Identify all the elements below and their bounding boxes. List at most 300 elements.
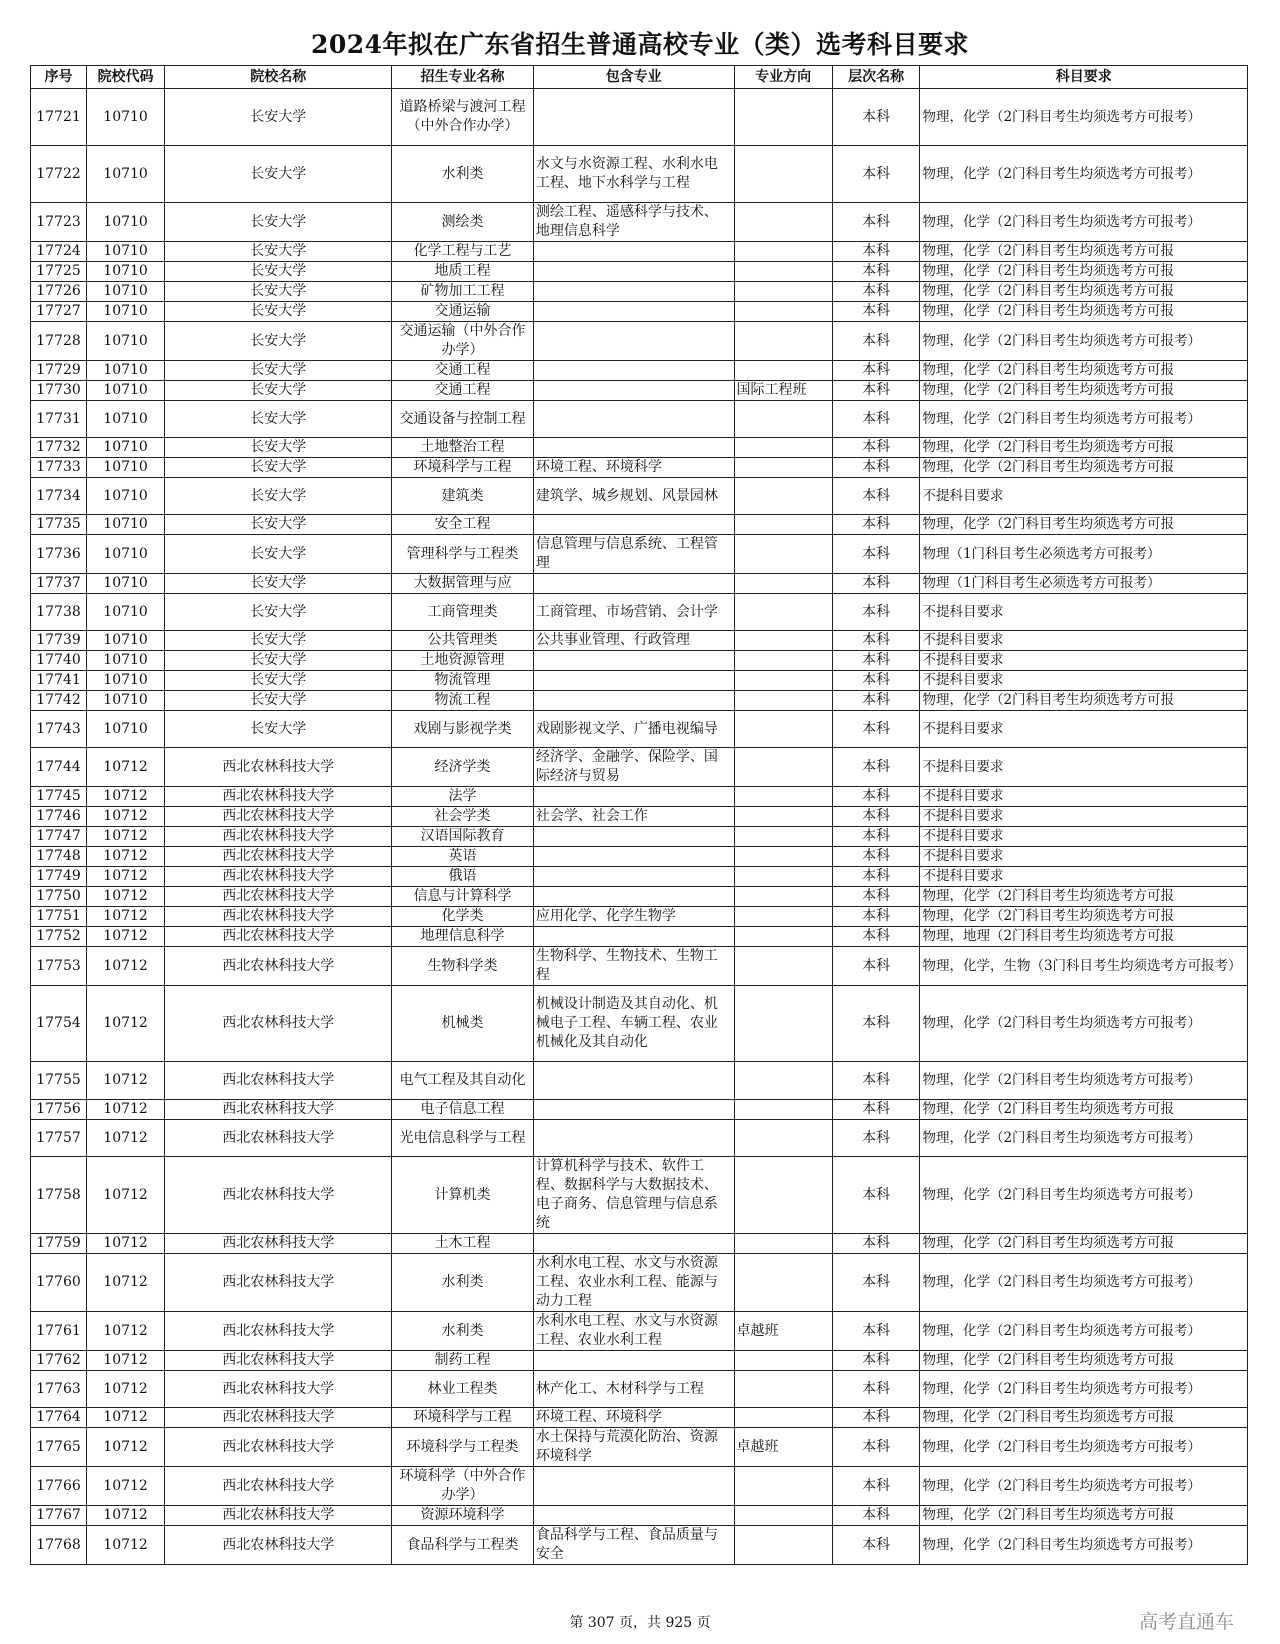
cell-seq: 17745 — [31, 787, 87, 807]
cell-major-name: 电气工程及其自动化 — [392, 1062, 534, 1100]
cell-school-name: 西北农林科技大学 — [165, 1254, 392, 1312]
cell-included-majors: 环境工程、环境科学 — [533, 1408, 734, 1428]
cell-school-code: 10712 — [86, 1312, 164, 1351]
header-school-name: 院校名称 — [165, 66, 392, 89]
cell-subject-requirement: 物理，化学（2门科目考生均须选考方可报 — [920, 1351, 1248, 1371]
table-row — [31, 242, 1248, 262]
cell-included-majors: 水文与水资源工程、水利水电工程、地下水科学与工程 — [533, 146, 734, 203]
cell-school-name: 西北农林科技大学 — [165, 907, 392, 927]
header-major-name: 招生专业名称 — [392, 66, 534, 89]
cell-seq: 17727 — [31, 302, 87, 322]
cell-subject-requirement: 物理，化学（2门科目考生均须选考方可报考） — [920, 401, 1248, 438]
cell-direction — [734, 711, 832, 748]
table-row — [31, 671, 1248, 691]
cell-school-code: 10712 — [86, 787, 164, 807]
cell-subject-requirement: 物理，化学（2门科目考生均须选考方可报考） — [920, 89, 1248, 146]
cell-direction — [734, 535, 832, 574]
cell-included-majors — [533, 282, 734, 302]
table-row — [31, 651, 1248, 671]
cell-included-majors — [533, 242, 734, 262]
cell-seq: 17757 — [31, 1120, 87, 1157]
cell-seq: 17722 — [31, 146, 87, 203]
cell-level: 本科 — [832, 478, 920, 515]
cell-school-code: 10712 — [86, 1506, 164, 1526]
cell-direction — [734, 1506, 832, 1526]
table-row — [31, 515, 1248, 535]
table-row — [31, 691, 1248, 711]
cell-subject-requirement: 不提科目要求 — [920, 807, 1248, 827]
cell-school-name: 长安大学 — [165, 89, 392, 146]
cell-school-name: 西北农林科技大学 — [165, 887, 392, 907]
table-row — [31, 907, 1248, 927]
cell-school-name: 长安大学 — [165, 651, 392, 671]
cell-included-majors: 食品科学与工程、食品质量与安全 — [533, 1526, 734, 1565]
table-row — [31, 887, 1248, 907]
cell-major-name: 交通设备与控制工程 — [392, 401, 534, 438]
cell-included-majors: 经济学、金融学、保险学、国际经济与贸易 — [533, 748, 734, 787]
cell-school-name: 长安大学 — [165, 146, 392, 203]
cell-level: 本科 — [832, 927, 920, 947]
cell-major-name: 交通运输 — [392, 302, 534, 322]
cell-subject-requirement: 物理（1门科目考生必须选考方可报考） — [920, 574, 1248, 594]
cell-direction — [734, 1062, 832, 1100]
cell-direction: 卓越班 — [734, 1428, 832, 1467]
cell-level: 本科 — [832, 458, 920, 478]
table-row — [31, 535, 1248, 574]
cell-school-code: 10710 — [86, 89, 164, 146]
cell-subject-requirement: 不提科目要求 — [920, 594, 1248, 631]
cell-major-name: 公共管理类 — [392, 631, 534, 651]
cell-school-name: 西北农林科技大学 — [165, 1062, 392, 1100]
cell-included-majors: 环境工程、环境科学 — [533, 458, 734, 478]
cell-level: 本科 — [832, 381, 920, 401]
cell-seq: 17731 — [31, 401, 87, 438]
cell-major-name: 物流管理 — [392, 671, 534, 691]
cell-major-name: 测绘类 — [392, 203, 534, 242]
header-direction: 专业方向 — [734, 66, 832, 89]
cell-included-majors — [533, 847, 734, 867]
table-row — [31, 927, 1248, 947]
cell-school-name: 西北农林科技大学 — [165, 1428, 392, 1467]
cell-school-code: 10712 — [86, 847, 164, 867]
watermark-text: 高考直通车 — [1138, 1611, 1234, 1633]
cell-school-name: 长安大学 — [165, 262, 392, 282]
table-row — [31, 203, 1248, 242]
cell-direction — [734, 438, 832, 458]
table-row — [31, 807, 1248, 827]
cell-level: 本科 — [832, 807, 920, 827]
cell-subject-requirement: 不提科目要求 — [920, 827, 1248, 847]
table-row — [31, 748, 1248, 787]
cell-seq: 17756 — [31, 1100, 87, 1120]
cell-included-majors — [533, 1234, 734, 1254]
cell-seq: 17740 — [31, 651, 87, 671]
cell-seq: 17726 — [31, 282, 87, 302]
table-row — [31, 1100, 1248, 1120]
cell-level: 本科 — [832, 1408, 920, 1428]
cell-direction — [734, 671, 832, 691]
cell-direction — [734, 302, 832, 322]
cell-included-majors: 生物科学、生物技术、生物工程 — [533, 947, 734, 986]
cell-school-name: 西北农林科技大学 — [165, 1371, 392, 1408]
cell-seq: 17730 — [31, 381, 87, 401]
cell-subject-requirement: 物理，化学（2门科目考生均须选考方可报 — [920, 691, 1248, 711]
cell-school-code: 10712 — [86, 1234, 164, 1254]
cell-seq: 17735 — [31, 515, 87, 535]
cell-school-name: 长安大学 — [165, 535, 392, 574]
cell-subject-requirement: 不提科目要求 — [920, 651, 1248, 671]
table-row — [31, 1351, 1248, 1371]
cell-subject-requirement: 物理，化学（2门科目考生均须选考方可报考） — [920, 322, 1248, 361]
cell-level: 本科 — [832, 203, 920, 242]
cell-school-code: 10710 — [86, 322, 164, 361]
cell-included-majors: 测绘工程、遥感科学与技术、地理信息科学 — [533, 203, 734, 242]
cell-major-name: 戏剧与影视学类 — [392, 711, 534, 748]
cell-direction — [734, 282, 832, 302]
cell-school-code: 10712 — [86, 887, 164, 907]
cell-included-majors — [533, 89, 734, 146]
cell-school-name: 西北农林科技大学 — [165, 1234, 392, 1254]
cell-seq: 17759 — [31, 1234, 87, 1254]
cell-school-code: 10712 — [86, 1254, 164, 1312]
cell-included-majors — [533, 787, 734, 807]
cell-seq: 17738 — [31, 594, 87, 631]
cell-major-name: 化学类 — [392, 907, 534, 927]
cell-direction — [734, 847, 832, 867]
cell-level: 本科 — [832, 651, 920, 671]
cell-seq: 17762 — [31, 1351, 87, 1371]
cell-subject-requirement: 物理，化学（2门科目考生均须选考方可报考） — [920, 1428, 1248, 1467]
cell-major-name: 土地整治工程 — [392, 438, 534, 458]
cell-level: 本科 — [832, 1254, 920, 1312]
cell-seq: 17767 — [31, 1506, 87, 1526]
cell-seq: 17750 — [31, 887, 87, 907]
cell-major-name: 建筑类 — [392, 478, 534, 515]
cell-level: 本科 — [832, 1157, 920, 1234]
cell-direction — [734, 1408, 832, 1428]
cell-subject-requirement: 物理，化学（2门科目考生均须选考方可报考） — [920, 1371, 1248, 1408]
cell-level: 本科 — [832, 401, 920, 438]
cell-seq: 17764 — [31, 1408, 87, 1428]
cell-major-name: 地质工程 — [392, 262, 534, 282]
cell-level: 本科 — [832, 907, 920, 927]
cell-school-code: 10712 — [86, 1100, 164, 1120]
cell-level: 本科 — [832, 322, 920, 361]
cell-major-name: 英语 — [392, 847, 534, 867]
cell-school-code: 10712 — [86, 867, 164, 887]
cell-direction — [734, 515, 832, 535]
cell-subject-requirement: 不提科目要求 — [920, 671, 1248, 691]
cell-school-code: 10712 — [86, 1408, 164, 1428]
cell-direction — [734, 594, 832, 631]
table-row — [31, 1506, 1248, 1526]
cell-subject-requirement: 物理，化学（2门科目考生均须选考方可报 — [920, 262, 1248, 282]
cell-subject-requirement: 物理，化学（2门科目考生均须选考方可报 — [920, 381, 1248, 401]
page-number: 第 307 页，共 925 页 — [569, 1615, 711, 1631]
cell-direction — [734, 322, 832, 361]
cell-school-code: 10710 — [86, 302, 164, 322]
cell-level: 本科 — [832, 535, 920, 574]
cell-major-name: 机械类 — [392, 986, 534, 1062]
cell-level: 本科 — [832, 631, 920, 651]
cell-school-name: 长安大学 — [165, 361, 392, 381]
cell-direction — [734, 1157, 832, 1234]
table-row — [31, 458, 1248, 478]
cell-subject-requirement: 物理，化学（2门科目考生均须选考方可报 — [920, 361, 1248, 381]
cell-level: 本科 — [832, 302, 920, 322]
cell-major-name: 水利类 — [392, 1312, 534, 1351]
cell-major-name: 生物科学类 — [392, 947, 534, 986]
cell-major-name: 化学工程与工艺 — [392, 242, 534, 262]
cell-major-name: 地理信息科学 — [392, 927, 534, 947]
table-row — [31, 381, 1248, 401]
cell-direction — [734, 1526, 832, 1565]
cell-level: 本科 — [832, 1506, 920, 1526]
cell-school-code: 10712 — [86, 1526, 164, 1565]
cell-major-name: 交通运输（中外合作办学） — [392, 322, 534, 361]
cell-major-name: 资源环境科学 — [392, 1506, 534, 1526]
cell-subject-requirement: 不提科目要求 — [920, 847, 1248, 867]
cell-school-name: 西北农林科技大学 — [165, 847, 392, 867]
cell-direction — [734, 242, 832, 262]
cell-school-name: 西北农林科技大学 — [165, 787, 392, 807]
cell-seq: 17747 — [31, 827, 87, 847]
cell-seq: 17728 — [31, 322, 87, 361]
cell-seq: 17768 — [31, 1526, 87, 1565]
cell-level: 本科 — [832, 847, 920, 867]
cell-seq: 17744 — [31, 748, 87, 787]
cell-level: 本科 — [832, 1234, 920, 1254]
cell-school-code: 10710 — [86, 478, 164, 515]
cell-direction — [734, 907, 832, 927]
cell-school-name: 西北农林科技大学 — [165, 1408, 392, 1428]
table-row — [31, 1234, 1248, 1254]
cell-level: 本科 — [832, 986, 920, 1062]
table-row — [31, 574, 1248, 594]
cell-school-name: 西北农林科技大学 — [165, 1467, 392, 1506]
cell-direction — [734, 1351, 832, 1371]
cell-direction — [734, 867, 832, 887]
page-title: 2024年拟在广东省招生普通高校专业（类）选考科目要求 — [310, 30, 970, 59]
cell-included-majors — [533, 887, 734, 907]
table-row — [31, 1157, 1248, 1234]
cell-subject-requirement: 物理，化学（2门科目考生均须选考方可报考） — [920, 1526, 1248, 1565]
cell-school-name: 长安大学 — [165, 302, 392, 322]
table-row — [31, 986, 1248, 1062]
cell-major-name: 水利类 — [392, 1254, 534, 1312]
cell-seq: 17737 — [31, 574, 87, 594]
cell-subject-requirement: 不提科目要求 — [920, 867, 1248, 887]
cell-included-majors — [533, 381, 734, 401]
cell-school-name: 长安大学 — [165, 203, 392, 242]
cell-seq: 17763 — [31, 1371, 87, 1408]
table-header-row — [31, 66, 1248, 89]
cell-level: 本科 — [832, 1428, 920, 1467]
cell-seq: 17736 — [31, 535, 87, 574]
cell-direction — [734, 748, 832, 787]
cell-direction — [734, 651, 832, 671]
cell-school-code: 10710 — [86, 282, 164, 302]
cell-subject-requirement: 物理，化学（2门科目考生均须选考方可报考） — [920, 1312, 1248, 1351]
cell-school-name: 西北农林科技大学 — [165, 986, 392, 1062]
cell-school-name: 长安大学 — [165, 282, 392, 302]
table-row — [31, 322, 1248, 361]
cell-school-code: 10710 — [86, 691, 164, 711]
cell-major-name: 管理科学与工程类 — [392, 535, 534, 574]
cell-school-code: 10710 — [86, 381, 164, 401]
cell-seq: 17766 — [31, 1467, 87, 1506]
cell-major-name: 电子信息工程 — [392, 1100, 534, 1120]
cell-included-majors: 林产化工、木材科学与工程 — [533, 1371, 734, 1408]
cell-school-name: 长安大学 — [165, 458, 392, 478]
cell-direction — [734, 401, 832, 438]
cell-included-majors — [533, 1100, 734, 1120]
cell-seq: 17721 — [31, 89, 87, 146]
cell-school-name: 长安大学 — [165, 322, 392, 361]
header-subject-requirement: 科目要求 — [920, 66, 1248, 89]
cell-direction — [734, 947, 832, 986]
cell-school-name: 长安大学 — [165, 691, 392, 711]
cell-included-majors: 水利水电工程、水文与水资源工程、农业水利工程、能源与动力工程 — [533, 1254, 734, 1312]
cell-subject-requirement: 物理，化学（2门科目考生均须选考方可报 — [920, 242, 1248, 262]
cell-school-code: 10712 — [86, 1062, 164, 1100]
cell-school-code: 10712 — [86, 986, 164, 1062]
cell-seq: 17725 — [31, 262, 87, 282]
cell-level: 本科 — [832, 594, 920, 631]
cell-school-name: 长安大学 — [165, 242, 392, 262]
cell-included-majors — [533, 1467, 734, 1506]
cell-included-majors — [533, 302, 734, 322]
cell-level: 本科 — [832, 867, 920, 887]
cell-level: 本科 — [832, 671, 920, 691]
table-row — [31, 594, 1248, 631]
cell-level: 本科 — [832, 1100, 920, 1120]
cell-seq: 17751 — [31, 907, 87, 927]
cell-major-name: 土地资源管理 — [392, 651, 534, 671]
cell-major-name: 工商管理类 — [392, 594, 534, 631]
cell-major-name: 制药工程 — [392, 1351, 534, 1371]
cell-school-name: 西北农林科技大学 — [165, 867, 392, 887]
requirements-table — [30, 65, 1248, 1565]
cell-subject-requirement: 不提科目要求 — [920, 748, 1248, 787]
cell-included-majors — [533, 651, 734, 671]
cell-included-majors — [533, 927, 734, 947]
table-row — [31, 711, 1248, 748]
cell-level: 本科 — [832, 1062, 920, 1100]
cell-level: 本科 — [832, 361, 920, 381]
cell-included-majors — [533, 361, 734, 381]
cell-school-name: 西北农林科技大学 — [165, 1351, 392, 1371]
cell-school-code: 10712 — [86, 748, 164, 787]
table-row — [31, 1062, 1248, 1100]
cell-direction — [734, 89, 832, 146]
cell-included-majors: 建筑学、城乡规划、风景园林 — [533, 478, 734, 515]
cell-subject-requirement: 物理，化学（2门科目考生均须选考方可报 — [920, 1506, 1248, 1526]
cell-direction — [734, 927, 832, 947]
cell-direction — [734, 1234, 832, 1254]
cell-subject-requirement: 物理，化学（2门科目考生均须选考方可报 — [920, 282, 1248, 302]
table-row — [31, 478, 1248, 515]
cell-school-code: 10710 — [86, 361, 164, 381]
cell-school-code: 10712 — [86, 1371, 164, 1408]
cell-direction — [734, 787, 832, 807]
cell-school-code: 10712 — [86, 827, 164, 847]
cell-seq: 17760 — [31, 1254, 87, 1312]
cell-subject-requirement: 物理，化学（2门科目考生均须选考方可报考） — [920, 1254, 1248, 1312]
cell-subject-requirement: 物理，化学（2门科目考生均须选考方可报 — [920, 458, 1248, 478]
cell-direction — [734, 1100, 832, 1120]
cell-school-name: 西北农林科技大学 — [165, 827, 392, 847]
cell-school-code: 10710 — [86, 594, 164, 631]
cell-direction — [734, 361, 832, 381]
cell-included-majors — [533, 438, 734, 458]
cell-seq: 17753 — [31, 947, 87, 986]
cell-included-majors — [533, 827, 734, 847]
cell-included-majors — [533, 1506, 734, 1526]
cell-major-name: 林业工程类 — [392, 1371, 534, 1408]
cell-seq: 17748 — [31, 847, 87, 867]
cell-school-name: 长安大学 — [165, 515, 392, 535]
cell-seq: 17755 — [31, 1062, 87, 1100]
cell-direction — [734, 574, 832, 594]
cell-included-majors — [533, 1351, 734, 1371]
cell-included-majors — [533, 1120, 734, 1157]
table-row — [31, 146, 1248, 203]
cell-seq: 17723 — [31, 203, 87, 242]
cell-level: 本科 — [832, 947, 920, 986]
cell-direction — [734, 807, 832, 827]
cell-direction — [734, 887, 832, 907]
cell-subject-requirement: 物理，地理（2门科目考生均须选考方可报 — [920, 927, 1248, 947]
cell-school-name: 西北农林科技大学 — [165, 947, 392, 986]
cell-major-name: 食品科学与工程类 — [392, 1526, 534, 1565]
cell-school-code: 10712 — [86, 1351, 164, 1371]
cell-school-name: 西北农林科技大学 — [165, 807, 392, 827]
cell-direction: 国际工程班 — [734, 381, 832, 401]
cell-school-name: 西北农林科技大学 — [165, 1526, 392, 1565]
cell-direction — [734, 691, 832, 711]
cell-subject-requirement: 物理，化学（2门科目考生均须选考方可报考） — [920, 146, 1248, 203]
cell-direction — [734, 631, 832, 651]
cell-included-majors: 应用化学、化学生物学 — [533, 907, 734, 927]
cell-direction — [734, 146, 832, 203]
cell-included-majors: 机械设计制造及其自动化、机械电子工程、车辆工程、农业机械化及其自动化 — [533, 986, 734, 1062]
cell-subject-requirement: 不提科目要求 — [920, 711, 1248, 748]
table-row — [31, 847, 1248, 867]
cell-school-code: 10710 — [86, 515, 164, 535]
cell-major-name: 土木工程 — [392, 1234, 534, 1254]
cell-direction — [734, 1371, 832, 1408]
table-row — [31, 1254, 1248, 1312]
cell-major-name: 法学 — [392, 787, 534, 807]
header-school-code: 院校代码 — [86, 66, 164, 89]
cell-level: 本科 — [832, 146, 920, 203]
cell-seq: 17743 — [31, 711, 87, 748]
cell-included-majors: 信息管理与信息系统、工程管理 — [533, 535, 734, 574]
cell-major-name: 汉语国际教育 — [392, 827, 534, 847]
cell-major-name: 计算机类 — [392, 1157, 534, 1234]
table-row — [31, 631, 1248, 651]
cell-level: 本科 — [832, 242, 920, 262]
cell-seq: 17746 — [31, 807, 87, 827]
cell-direction — [734, 458, 832, 478]
cell-seq: 17752 — [31, 927, 87, 947]
cell-school-name: 长安大学 — [165, 594, 392, 631]
table-row — [31, 1371, 1248, 1408]
cell-subject-requirement: 物理，化学（2门科目考生均须选考方可报 — [920, 887, 1248, 907]
cell-school-name: 长安大学 — [165, 401, 392, 438]
cell-school-code: 10710 — [86, 401, 164, 438]
